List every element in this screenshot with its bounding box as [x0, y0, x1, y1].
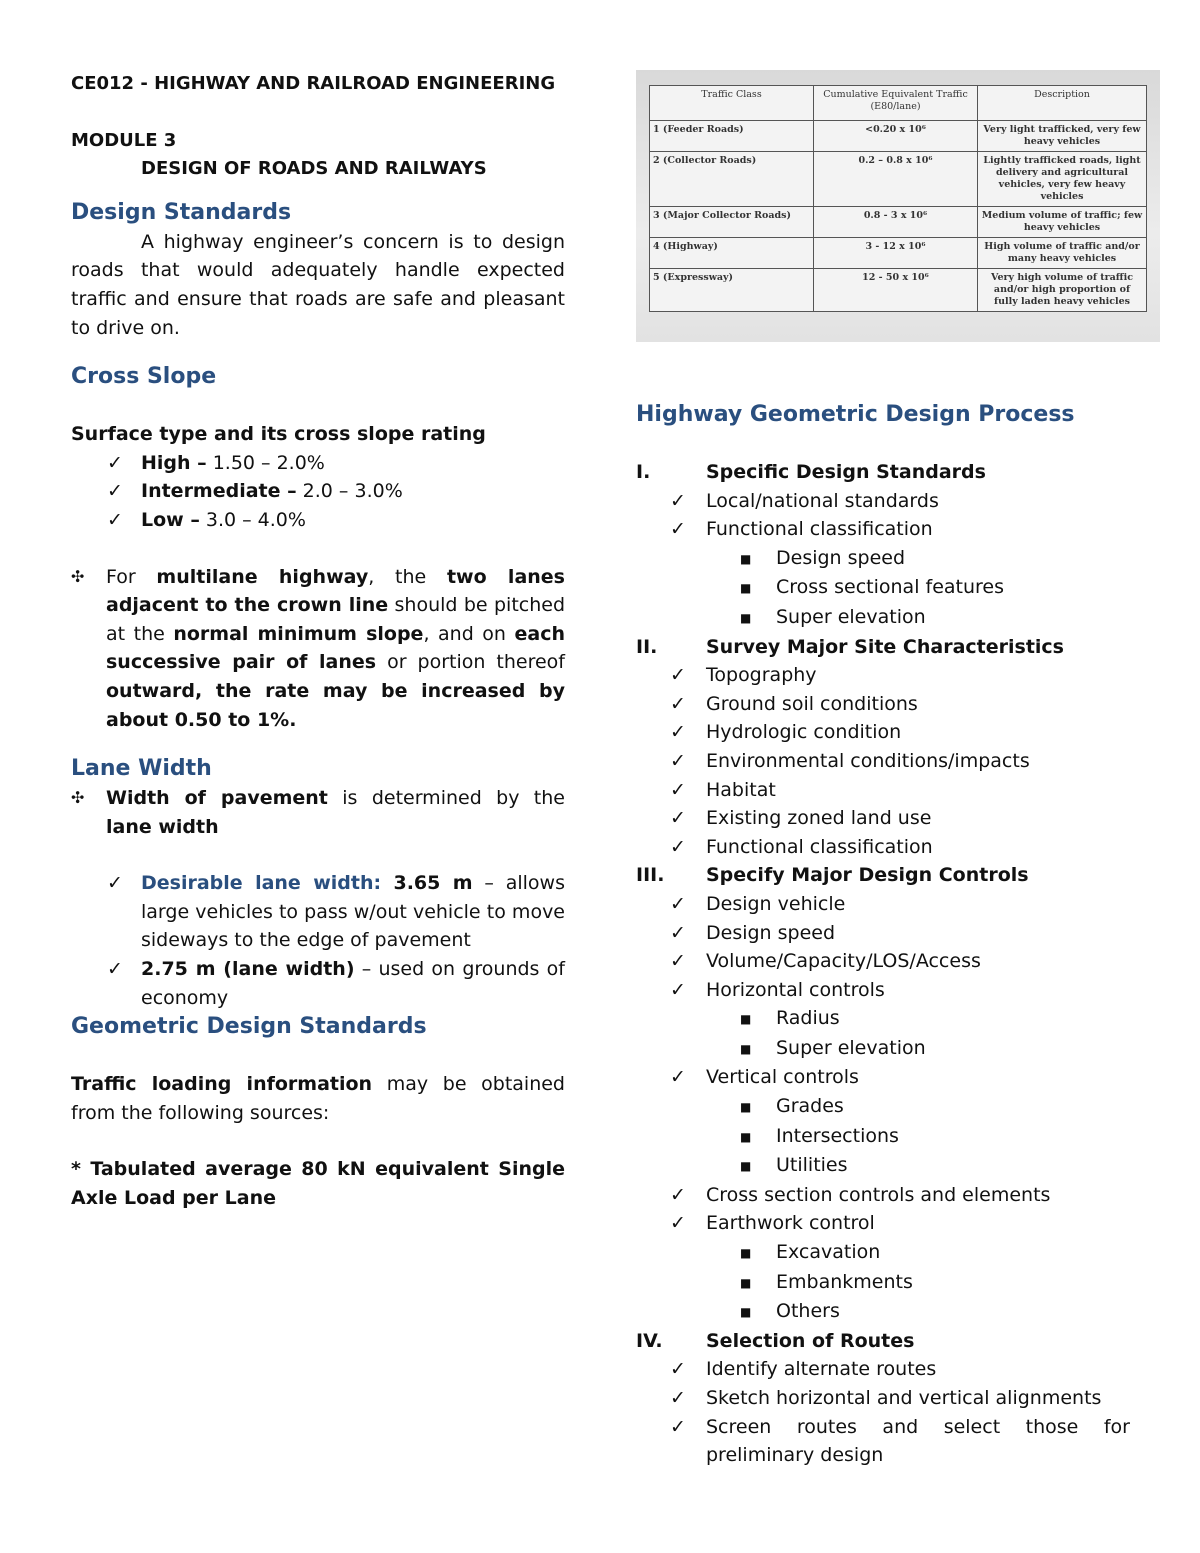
economy-lane-width: ✓ 2.75 m (lane width) – used on grounds of economy [71, 955, 565, 1012]
process-heading: Highway Geometric Design Process [636, 402, 1075, 427]
pavement-width-note: ✣ Width of pavement is determined by the lane width [71, 784, 565, 841]
table-row: 1 (Feeder Roads) <0.20 x 10⁶ Very light trafficked, very few heavy vehicles [650, 121, 1147, 152]
process-section-3: III. Specify Major Design Controls [636, 864, 1029, 887]
list-item: ✓ Design vehicle [670, 892, 846, 915]
list-item: ✓ Hydrologic condition [670, 721, 902, 744]
check-icon: ✓ [107, 958, 123, 981]
slope-rating-low: ✓ Low – 3.0 – 4.0% [71, 506, 565, 535]
diamond-bullet-icon: ✣ [71, 788, 85, 808]
cross-slope-subheading: Surface type and its cross slope rating [71, 423, 486, 446]
list-item: ✓ Local/national standards [670, 489, 939, 512]
process-section-2: II. Survey Major Site Characteristics [636, 635, 1064, 658]
list-item: ✓ Design speed [670, 921, 836, 944]
right-column [636, 70, 1160, 1470]
list-item: ✓ Vertical controls [670, 1066, 859, 1089]
list-item: ✓ Volume/Capacity/LOS/Access [670, 950, 981, 973]
list-item: ✓ Habitat [670, 778, 776, 801]
list-item: ✓ Earthwork control [670, 1212, 875, 1235]
check-icon: ✓ [107, 508, 123, 531]
design-standards-heading: Design Standards [71, 199, 292, 225]
list-item: ✓ Existing zoned land use [670, 807, 932, 830]
table-row: 4 (Highway) 3 - 12 x 10⁶ High volume of traffic and/or many heavy vehicles [650, 238, 1147, 269]
module-label: MODULE 3 [71, 129, 177, 151]
list-sub-item: ■ Utilities [740, 1154, 848, 1177]
slope-rating-high: ✓ High – 1.50 – 2.0% [71, 449, 565, 478]
traffic-class-table-image [636, 70, 1160, 342]
list-sub-item: ■ Intersections [740, 1124, 899, 1147]
list-item: ✓ Functional classification [670, 518, 933, 541]
traffic-class-table [649, 85, 1147, 312]
check-icon: ✓ [107, 872, 123, 895]
list-item: ✓ Environmental conditions/impacts [670, 749, 1030, 772]
geometric-standards-heading: Geometric Design Standards [71, 1014, 427, 1040]
table-header-traffic-class: Traffic Class [650, 86, 814, 121]
table-header-description: Description [978, 86, 1147, 121]
list-sub-item: ■ Grades [740, 1095, 844, 1118]
multilane-note: ✣ For multilane highway, the two lanes adjacent to the crown line should be pitched at the normal minimum slope, and on each successive pair of lanes or portion thereof outward, the rate may be increased by about 0.50 to 1%. [71, 563, 565, 735]
list-sub-item: ■ Radius [740, 1007, 840, 1030]
list-item: ✓ Sketch horizontal and vertical alignments [670, 1387, 1102, 1409]
list-item: ✓ Cross section controls and elements [670, 1183, 1051, 1206]
list-item: ✓ Topography [670, 664, 817, 687]
course-title: CE012 - HIGHWAY AND RAILROAD ENGINEERING [71, 73, 556, 94]
list-item: ✓ Screen routes and select those for preliminary design [670, 1415, 1130, 1467]
check-icon: ✓ [107, 480, 123, 503]
table-row: 2 (Collector Roads) 0.2 – 0.8 x 10⁶ Lightly trafficked roads, light delivery and agricultural vehicles, very few heavy vehicles [650, 152, 1147, 207]
list-item: ✓ Ground soil conditions [670, 692, 918, 715]
list-sub-item: ■ Others [740, 1300, 840, 1323]
list-item: ✓ Functional classification [670, 835, 933, 858]
process-section-1: I. Specific Design Standards [636, 461, 986, 483]
slope-rating-intermediate: ✓ Intermediate – 2.0 – 3.0% [71, 477, 565, 506]
lane-width-heading: Lane Width [71, 756, 212, 782]
left-column [71, 70, 565, 1213]
list-item: ✓ Horizontal controls [670, 978, 885, 1001]
list-sub-item: ■ Design speed [740, 546, 906, 569]
list-item: ✓ Identify alternate routes [670, 1358, 937, 1381]
list-sub-item: ■ Super elevation [740, 1036, 926, 1059]
cross-slope-heading: Cross Slope [71, 364, 217, 390]
list-sub-item: ■ Embankments [740, 1270, 913, 1293]
esal-note: * Tabulated average 80 kN equivalent Single Axle Load per Lane [71, 1158, 565, 1210]
check-icon: ✓ [107, 451, 123, 474]
list-sub-item: ■ Excavation [740, 1241, 881, 1264]
table-row: 3 (Major Collector Roads) 0.8 - 3 x 10⁶ Medium volume of traffic; few heavy vehicles [650, 207, 1147, 238]
traffic-loading-text: Traffic loading information may be obtained from the following sources: [71, 1073, 565, 1124]
list-sub-item: ■ Cross sectional features [740, 576, 1005, 599]
table-header-cumulative: Cumulative Equivalent Traffic (E80/lane) [814, 86, 978, 121]
list-sub-item: ■ Super elevation [740, 605, 926, 628]
diamond-bullet-icon: ✣ [71, 566, 85, 586]
module-title: DESIGN OF ROADS AND RAILWAYS [141, 158, 487, 180]
design-standards-text: A highway engineer’s concern is to design roads that would adequately handle expected traffic and ensure that roads are safe and pleasant to drive on. [71, 230, 565, 339]
desirable-lane-width: ✓ Desirable lane width: 3.65 m – allows large vehicles to pass w/out vehicle to move sideways to the edge of pavement [71, 869, 565, 955]
process-section-4: IV. Selection of Routes [636, 1329, 915, 1352]
table-row: 5 (Expressway) 12 - 50 x 10⁶ Very high volume of traffic and/or high proportion of fully laden heavy vehicles [650, 269, 1147, 312]
